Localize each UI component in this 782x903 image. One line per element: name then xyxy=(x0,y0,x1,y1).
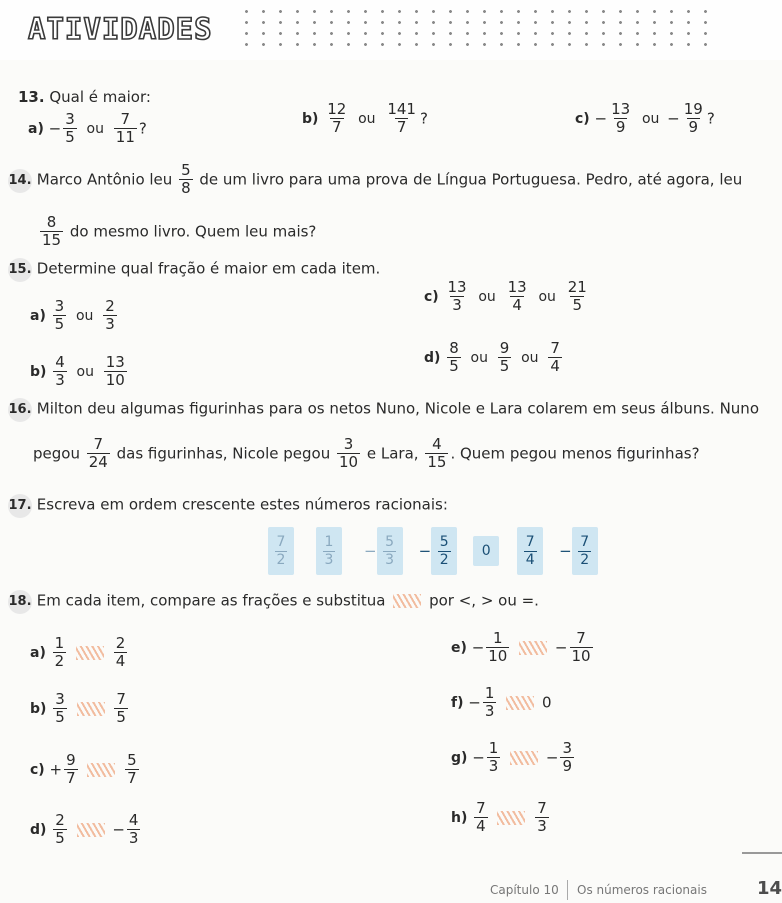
footer-section: Os números racionais xyxy=(577,883,707,897)
sign: − xyxy=(48,119,62,138)
answer-blank[interactable] xyxy=(510,751,538,765)
q13-item-c xyxy=(575,101,715,136)
fraction: $\frac{7}{10}$ xyxy=(571,629,591,665)
hatch-placeholder xyxy=(393,594,421,608)
fraction: $\frac{2}{3}$ xyxy=(105,297,115,333)
ou-word: ou xyxy=(478,288,496,305)
fraction: $\frac{4}{3}$ xyxy=(55,353,65,389)
fraction: $\frac{5}{7}$ xyxy=(127,751,137,787)
fraction: $\frac{3}{10}$ xyxy=(339,435,359,471)
q18-item-c xyxy=(30,752,141,787)
number-card: $\frac{1}{3}$ xyxy=(316,527,342,575)
ou-word: ou xyxy=(75,307,94,324)
item-label: a) xyxy=(30,645,46,661)
fraction: $\frac{5}{8}$ xyxy=(181,161,191,197)
q18-item-e xyxy=(451,630,595,665)
fraction: $\frac{1}{2}$ xyxy=(54,634,65,670)
q15-prompt xyxy=(8,258,380,282)
q14-line2 xyxy=(38,214,316,249)
dot-pattern xyxy=(238,6,708,50)
question-mark: ? xyxy=(706,109,715,128)
number-card: 0 xyxy=(473,536,499,566)
fraction: $\frac{8}{5}$ xyxy=(449,339,459,375)
fraction: $\frac{7}{11}$ xyxy=(115,110,135,146)
ou-word: ou xyxy=(86,120,104,137)
q15-item-c xyxy=(424,279,591,314)
fraction: $\frac{3}{5}$ xyxy=(55,690,65,726)
item-label: d) xyxy=(30,822,47,838)
q16-text: das figurinhas, Nicole pegou xyxy=(116,444,331,463)
q15-prompt-text: Determine qual fração é maior em cada item. xyxy=(36,259,381,278)
fraction: $\frac{7}{3}$ xyxy=(537,799,547,835)
fraction: $\frac{21}{5}$ xyxy=(567,278,587,314)
sign: − xyxy=(667,109,680,128)
footer-rule xyxy=(742,852,782,854)
q16-line1 xyxy=(8,398,759,422)
q13-item-b xyxy=(302,101,428,136)
answer-blank[interactable] xyxy=(497,811,525,825)
number-card: − $\frac{5}{2}$ xyxy=(419,527,458,575)
sign: + xyxy=(49,760,63,779)
q18-item-a xyxy=(30,635,129,670)
fraction: $\frac{2}{5}$ xyxy=(55,811,65,847)
item-label: b) xyxy=(30,364,47,380)
q18-prompt-text: Em cada item, compare as frações e substitua xyxy=(36,591,386,610)
q13-prompt xyxy=(18,88,151,106)
fraction: $\frac{141}{7}$ xyxy=(387,100,416,136)
q14-number: 14. xyxy=(8,169,32,193)
q13-number: 13. xyxy=(18,88,45,106)
q18-prompt xyxy=(8,590,539,614)
item-label: b) xyxy=(30,701,47,717)
q18-item-g xyxy=(451,740,576,775)
q17-prompt-text: Escreva em ordem crescente estes números racionais: xyxy=(36,495,448,514)
fraction: $\frac{1}{10}$ xyxy=(488,629,508,665)
answer-blank[interactable] xyxy=(76,646,104,660)
item-label: a) xyxy=(30,308,46,324)
q17-number: 17. xyxy=(8,494,32,518)
q14-text: de um livro para uma prova de Língua Portuguesa. Pedro, até agora, leu xyxy=(199,170,743,189)
fraction: $\frac{4}{3}$ xyxy=(128,811,139,847)
item-label: h) xyxy=(451,810,468,826)
fraction: $\frac{1}{3}$ xyxy=(484,684,495,720)
fraction: $\frac{7}{4}$ xyxy=(476,799,486,835)
number-card: $\frac{7}{4}$ xyxy=(517,527,543,575)
q15-item-b xyxy=(30,354,129,389)
number-card: $\frac{7}{2}$ xyxy=(268,527,294,575)
number-card: − $\frac{7}{2}$ xyxy=(559,527,598,575)
answer-blank[interactable] xyxy=(87,763,115,777)
item-label: b) xyxy=(302,111,319,127)
item-label: e) xyxy=(451,640,467,656)
q13-item-a xyxy=(28,111,147,146)
fraction: $\frac{2}{4}$ xyxy=(115,634,126,670)
footer-chapter: Capítulo 10 xyxy=(490,883,559,897)
fraction: $\frac{19}{9}$ xyxy=(683,100,703,136)
zero-value: 0 xyxy=(541,693,552,712)
item-label: g) xyxy=(451,750,468,766)
fraction: $\frac{4}{15}$ xyxy=(427,435,447,471)
answer-blank[interactable] xyxy=(506,696,534,710)
fraction: $\frac{9}{5}$ xyxy=(499,339,510,375)
fraction: $\frac{8}{15}$ xyxy=(42,213,62,249)
q16-text: pegou xyxy=(33,444,80,463)
sign: − xyxy=(545,748,559,767)
answer-blank[interactable] xyxy=(77,823,105,837)
item-label: d) xyxy=(424,350,441,366)
item-label: c) xyxy=(30,762,45,778)
footer-divider xyxy=(567,880,568,900)
ou-word: ou xyxy=(470,349,488,366)
q14-text: do mesmo livro. Quem leu mais? xyxy=(69,222,317,241)
ou-word: ou xyxy=(521,349,539,366)
q15-number: 15. xyxy=(8,258,32,282)
fraction: $\frac{13}{10}$ xyxy=(105,353,125,389)
fraction: $\frac{7}{24}$ xyxy=(88,435,108,471)
ou-word: ou xyxy=(76,363,94,380)
fraction: $\frac{3}{9}$ xyxy=(562,739,573,775)
fraction: $\frac{13}{3}$ xyxy=(447,278,467,314)
sign: − xyxy=(594,109,608,128)
q17-cards xyxy=(268,527,598,575)
item-label: a) xyxy=(28,121,44,137)
q15-item-a xyxy=(30,298,119,333)
ou-word: ou xyxy=(641,110,660,127)
q18-prompt-text: por <, > ou =. xyxy=(429,591,539,610)
page-title: ATIVIDADES xyxy=(28,12,213,46)
fraction: $\frac{13}{4}$ xyxy=(507,278,527,314)
ou-word: ou xyxy=(538,288,556,305)
q17-prompt xyxy=(8,494,448,518)
fraction: $\frac{1}{3}$ xyxy=(488,739,499,775)
number-card: − $\frac{5}{3}$ xyxy=(364,527,403,575)
q16-line2 xyxy=(33,436,700,471)
q16-text: . Quem pegou menos figurinhas? xyxy=(450,444,700,463)
q18-item-f xyxy=(451,685,552,720)
q18-item-h xyxy=(451,800,551,835)
fraction: $\frac{9}{7}$ xyxy=(66,751,76,787)
item-label: c) xyxy=(575,111,590,127)
fraction: $\frac{3}{5}$ xyxy=(54,297,65,333)
sign: − xyxy=(112,820,125,839)
q13-prompt-text: Qual é maior: xyxy=(49,88,151,106)
q15-item-d xyxy=(424,340,564,375)
q18-number: 18. xyxy=(8,590,32,614)
q16-number: 16. xyxy=(8,398,32,422)
fraction: $\frac{13}{9}$ xyxy=(611,100,631,136)
q14-text: Marco Antônio leu xyxy=(36,170,173,189)
item-label: c) xyxy=(424,289,439,305)
fraction: $\frac{7}{4}$ xyxy=(550,339,560,375)
fraction: $\frac{7}{5}$ xyxy=(116,690,126,726)
answer-blank[interactable] xyxy=(519,641,547,655)
sign: − xyxy=(472,748,485,767)
fraction: $\frac{12}{7}$ xyxy=(327,100,347,136)
page-number: 14 xyxy=(757,878,782,899)
question-mark: ? xyxy=(419,109,428,128)
q16-text: e Lara, xyxy=(366,444,419,463)
answer-blank[interactable] xyxy=(77,702,105,716)
ou-word: ou xyxy=(358,110,376,127)
question-mark: ? xyxy=(138,119,147,138)
q14-line1 xyxy=(8,162,742,197)
q18-item-d xyxy=(30,812,142,847)
q16-text: Milton deu algumas figurinhas para os netos Nuno, Nicole e Lara colarem em seus álbuns. Nuno xyxy=(36,399,759,418)
sign: − xyxy=(468,693,481,712)
sign: − xyxy=(554,638,568,657)
item-label: f) xyxy=(451,695,464,711)
q18-item-b xyxy=(30,691,130,726)
sign: − xyxy=(471,638,485,657)
fraction: $\frac{3}{5}$ xyxy=(65,110,75,146)
